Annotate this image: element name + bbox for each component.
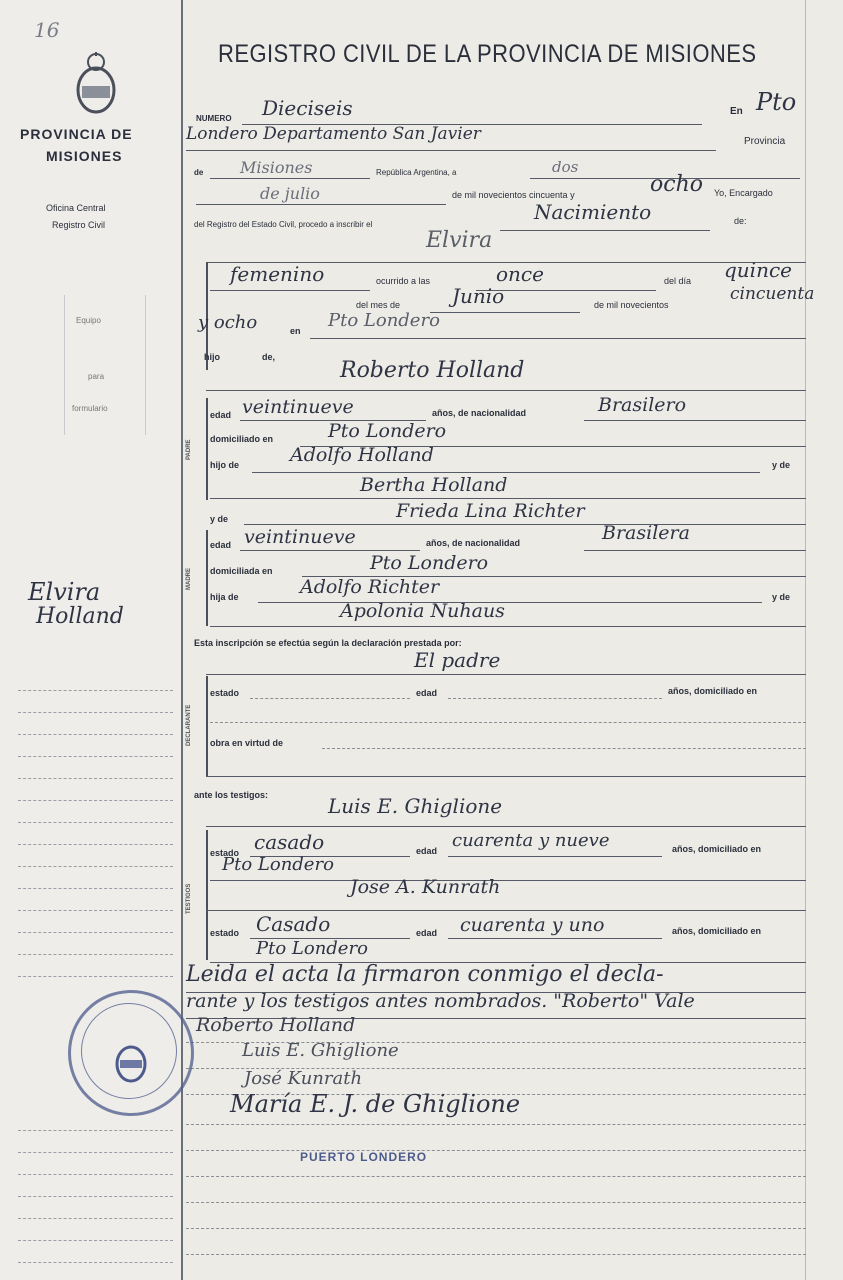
father-name: Roberto Holland	[340, 358, 525, 383]
year-label: de mil novecientos cincuenta y	[452, 190, 575, 200]
sex-line	[210, 290, 370, 291]
office-line2: Registro Civil	[52, 220, 106, 230]
declarant-domicile-line	[210, 722, 806, 723]
month-line	[196, 204, 446, 205]
mother-hija-de-label: hija de	[210, 592, 239, 602]
child-place-value: Pto Londero	[328, 310, 440, 331]
sidebar-rule	[18, 1152, 173, 1153]
declarant-statement: Esta inscripción se efectúa según la declaración prestada por:	[194, 638, 462, 648]
numero-label: NUMERO	[196, 114, 232, 123]
witness1-estado: casado	[254, 830, 325, 854]
father-nationality-line	[584, 420, 806, 421]
father-nac-label: años, de nacionalidad	[432, 408, 527, 418]
sidebar-rule	[18, 932, 173, 933]
mother-domicilio-label: domiciliada en	[210, 566, 273, 576]
margin-note-line2: Holland	[36, 604, 124, 629]
sidebar-rule	[18, 822, 173, 823]
witness1-domicile: Pto Londero	[222, 854, 334, 875]
padre-tag: PADRE	[186, 439, 192, 460]
hour-value: once	[496, 262, 544, 286]
mes-label: del mes de	[356, 300, 401, 310]
mother-name: Frieda Lina Richter	[396, 500, 585, 522]
encargado-label: Yo, Encargado	[714, 188, 773, 198]
right-margin-line	[805, 0, 806, 1280]
witness1-name: Luis E. Ghiglione	[328, 794, 503, 818]
sidebar-rule	[18, 800, 173, 801]
father-bracket	[206, 398, 208, 500]
sidebar-rule	[18, 954, 173, 955]
father-parent1: Adolfo Holland	[290, 444, 434, 466]
declarant-estado-label: estado	[210, 688, 240, 698]
sidebar-rule	[18, 1196, 173, 1197]
act-type: Nacimiento	[534, 200, 652, 224]
closing-line1: Leida el acta la firmaron conmigo el decla-	[186, 962, 664, 987]
mother-age-line	[240, 550, 420, 551]
father-nationality: Brasilero	[598, 394, 687, 416]
locality-value: Londero Departamento San Javier	[186, 124, 481, 144]
act-type-line	[500, 230, 710, 231]
child-place-line	[310, 338, 806, 339]
mother-nac-label: años, de nacionalidad	[426, 538, 521, 548]
signature-2: Luis E. Ghiglione	[242, 1040, 399, 1061]
closing-line2: rante y los testigos antes nombrados. "Roberto" Vale	[186, 990, 695, 1012]
mother-domicile: Pto Londero	[370, 552, 489, 574]
form-word1: Equipo	[76, 316, 101, 325]
father-age-value: veintinueve	[242, 396, 354, 418]
declarant-estado-line	[250, 698, 410, 699]
witness2-domicile: Pto Londero	[256, 938, 368, 959]
father-parent1-line	[252, 472, 760, 473]
sidebar-rule	[18, 1218, 173, 1219]
mother-age-value: veintinueve	[244, 526, 356, 548]
form-word3: formulario	[72, 404, 108, 413]
witness2-age-line	[448, 938, 662, 939]
province-line	[210, 178, 370, 179]
child-month-value: Junio	[452, 284, 505, 308]
provincia-label: Provincia	[744, 136, 786, 147]
de-colon: de:	[734, 216, 747, 226]
province-value: Misiones	[240, 158, 313, 177]
declarante-tag: DECLARANTE	[186, 704, 192, 746]
witness1-name-line	[206, 826, 806, 827]
sidebar-rule	[18, 690, 173, 691]
father-hijo-de-label: hijo de	[210, 460, 239, 470]
witness2-name-line	[206, 910, 806, 911]
declarant-value: El padre	[414, 648, 501, 672]
sidebar-rule	[18, 778, 173, 779]
mother-nationality: Brasilera	[602, 522, 690, 544]
declarant-anos-label: años, domiciliado en	[668, 686, 758, 696]
mother-name-line	[244, 524, 806, 525]
page-number: 16	[34, 18, 60, 42]
de-label: de	[194, 168, 204, 177]
blank-rule	[186, 1202, 806, 1203]
witness1-estado-label: estado	[210, 848, 240, 858]
stamp-emblem-icon	[114, 1040, 148, 1084]
mother-bracket	[206, 530, 208, 626]
father-edad-label: edad	[210, 410, 232, 420]
sidebar-rule	[18, 1240, 173, 1241]
mother-edad-label: edad	[210, 540, 232, 550]
father-domicilio-label: domiciliado en	[210, 434, 274, 444]
witnesses-bracket	[206, 830, 208, 960]
sidebar-rule	[18, 1130, 173, 1131]
declarant-edad-label: edad	[416, 688, 438, 698]
declarant-obra-line	[322, 748, 806, 749]
year-value: ocho	[650, 172, 703, 197]
blank-rule	[186, 1176, 806, 1177]
day-value: dos	[552, 158, 579, 176]
mother-parent1: Adolfo Richter	[300, 576, 440, 598]
child-year-value: cincuenta	[730, 284, 815, 304]
witness2-edad-label: edad	[416, 928, 438, 938]
hijo-label: hijo	[204, 352, 220, 362]
mother-parent1-line	[258, 602, 762, 603]
witness2-age: cuarenta y uno	[460, 914, 605, 936]
witness1-age: cuarenta y nueve	[452, 830, 610, 851]
father-parent2-line	[210, 498, 806, 499]
witness2-estado: Casado	[256, 912, 331, 936]
dia-label: del día	[664, 276, 692, 286]
en-label: En	[730, 106, 743, 117]
testigos-tag: TESTIGOS	[186, 883, 192, 914]
signature-1: Roberto Holland	[196, 1014, 356, 1036]
en-value: Pto	[756, 88, 797, 116]
coat-of-arms-icon	[72, 50, 120, 118]
father-parent2: Bertha Holland	[360, 474, 508, 496]
witness1-age-line	[448, 856, 662, 857]
office-line1: Oficina Central	[46, 203, 106, 213]
sidebar-rule	[18, 712, 173, 713]
hijo-de-label: de,	[262, 352, 276, 362]
blank-rule	[186, 1228, 806, 1229]
signature-rule	[186, 1124, 806, 1125]
ante-label: ante los testigos:	[194, 790, 269, 800]
sidebar-rule	[18, 888, 173, 889]
madre-tag: MADRE	[186, 568, 192, 590]
mother-yde2-label: y de	[772, 592, 791, 602]
sidebar-rule	[18, 1262, 173, 1263]
child-en-label: en	[290, 326, 301, 336]
registro-label: del Registro del Estado Civil, procedo a inscribir el	[194, 220, 373, 229]
margin-note-line1: Elvira	[28, 578, 101, 606]
province-line2: MISIONES	[46, 148, 123, 164]
blank-rule	[186, 1254, 806, 1255]
witness1-anos-label: años, domiciliado en	[672, 844, 762, 854]
numero-value: Dieciseis	[262, 96, 353, 120]
month-value: de julio	[260, 184, 320, 203]
child-name: Elvira	[426, 228, 493, 253]
sidebar-rule	[18, 910, 173, 911]
sidebar-rule	[18, 1174, 173, 1175]
declarant-obra-label: obra en virtud de	[210, 738, 284, 748]
form-word2: para	[88, 372, 105, 381]
father-yde-label: y de	[772, 460, 791, 470]
stamp-caption: PUERTO LONDERO	[300, 1150, 428, 1164]
witness2-estado-label: estado	[210, 928, 240, 938]
witness1-domicile-line	[210, 880, 806, 881]
witness2-name: Jose A. Kunrath	[350, 876, 501, 898]
mother-parent2-line	[210, 626, 806, 627]
child-year-label: de mil novecientos	[594, 300, 669, 310]
father-name-line	[206, 390, 806, 391]
witness1-edad-label: edad	[416, 846, 438, 856]
sidebar-rule	[18, 866, 173, 867]
province-line1: PROVINCIA DE	[20, 126, 133, 142]
header-title: REGISTRO CIVIL DE LA PROVINCIA DE MISIONES	[218, 40, 757, 68]
declarant-edad-line	[448, 698, 662, 699]
witness2-anos-label: años, domiciliado en	[672, 926, 762, 936]
declarant-line	[206, 674, 806, 675]
sidebar-rule	[18, 844, 173, 845]
child-day-value: quince	[724, 258, 792, 282]
declarant-bracket	[206, 676, 208, 776]
sidebar-rule	[18, 734, 173, 735]
sidebar-rule	[18, 976, 173, 977]
republica-label: República Argentina, a	[376, 168, 457, 177]
signature-3: José Kunrath	[244, 1068, 363, 1089]
sidebar-rule	[18, 756, 173, 757]
mother-yde-label: y de	[210, 514, 229, 524]
child-year-value2: y ocho	[198, 312, 258, 333]
declarant-end-line	[206, 776, 806, 777]
ocurrido-label: ocurrido a las	[376, 276, 431, 286]
mother-nationality-line	[584, 550, 806, 551]
signature-4: María E. J. de Ghiglione	[230, 1090, 521, 1118]
blank-rule	[186, 1150, 806, 1151]
sex-value: femenino	[230, 262, 325, 286]
mother-parent2: Apolonia Nuhaus	[340, 600, 505, 622]
locality-line	[186, 150, 716, 151]
father-domicile: Pto Londero	[328, 420, 447, 442]
child-month-line	[430, 312, 580, 313]
